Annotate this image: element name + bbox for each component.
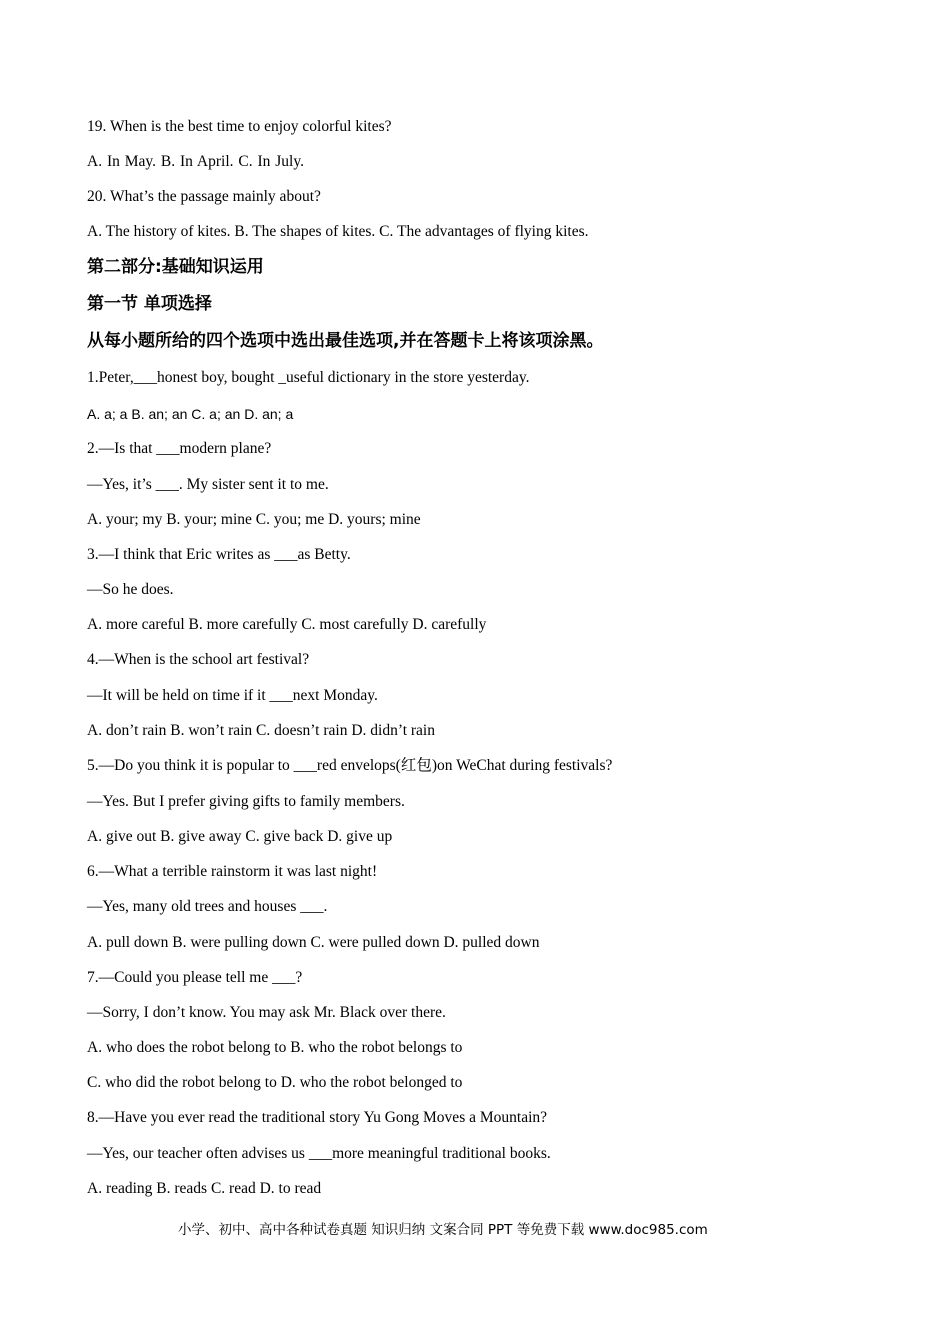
question-1-options: A. a; a B. an; an C. a; an D. an; a <box>87 406 294 422</box>
section-one-heading: 第一节 单项选择 <box>87 294 212 314</box>
question-6-reply: —Yes, many old trees and houses ___. <box>87 898 328 915</box>
question-1: 1.Peter,___honest boy, bought _useful dictionary in the store yesterday. <box>87 369 530 386</box>
question-8: 8.—Have you ever read the traditional story Yu Gong Moves a Mountain? <box>87 1109 548 1126</box>
question-2-reply: —Yes, it’s ___. My sister sent it to me. <box>87 476 329 493</box>
question-5-options: A. give out B. give away C. give back D. give up <box>87 828 393 845</box>
question-6-options: A. pull down B. were pulling down C. were pulled down D. pulled down <box>87 934 540 951</box>
question-19: 19. When is the best time to enjoy colorful kites? <box>87 118 392 135</box>
part-two-heading: 第二部分:基础知识运用 <box>87 257 264 277</box>
question-7: 7.—Could you please tell me ___? <box>87 969 303 986</box>
footer-watermark: 小学、初中、高中各种试卷真题 知识归纳 文案合同 PPT 等免费下载 www.doc985.com <box>178 1222 708 1238</box>
question-5: 5.—Do you think it is popular to ___red envelops(红包)on WeChat during festivals? <box>87 757 613 774</box>
question-7-reply: —Sorry, I don’t know. You may ask Mr. Black over there. <box>87 1004 446 1021</box>
question-8-reply: —Yes, our teacher often advises us ___more meaningful traditional books. <box>87 1145 551 1162</box>
question-5-reply: —Yes. But I prefer giving gifts to family members. <box>87 793 405 810</box>
question-7-options-cd: C. who did the robot belong to D. who the robot belonged to <box>87 1074 463 1091</box>
instructions: 从每小题所给的四个选项中选出最佳选项,并在答题卡上将该项涂黑。 <box>87 331 604 351</box>
question-6: 6.—What a terrible rainstorm it was last night! <box>87 863 378 880</box>
question-2-options: A. your; my B. your; mine C. you; me D. yours; mine <box>87 511 421 528</box>
question-3-reply: —So he does. <box>87 581 174 598</box>
question-20: 20. What’s the passage mainly about? <box>87 188 321 205</box>
question-3: 3.—I think that Eric writes as ___as Betty. <box>87 546 351 563</box>
question-7-options-ab: A. who does the robot belong to B. who the robot belongs to <box>87 1039 463 1056</box>
question-8-options: A. reading B. reads C. read D. to read <box>87 1180 322 1197</box>
question-2: 2.—Is that ___modern plane? <box>87 440 272 457</box>
question-4-reply: —It will be held on time if it ___next Monday. <box>87 687 378 704</box>
question-4: 4.—When is the school art festival? <box>87 651 310 668</box>
question-20-options: A. The history of kites. B. The shapes of kites. C. The advantages of flying kites. <box>87 223 589 240</box>
question-4-options: A. don’t rain B. won’t rain C. doesn’t rain D. didn’t rain <box>87 722 435 739</box>
question-3-options: A. more careful B. more carefully C. most carefully D. carefully <box>87 616 487 633</box>
question-19-options: A. In May. B. In April. C. In July. <box>87 153 304 170</box>
